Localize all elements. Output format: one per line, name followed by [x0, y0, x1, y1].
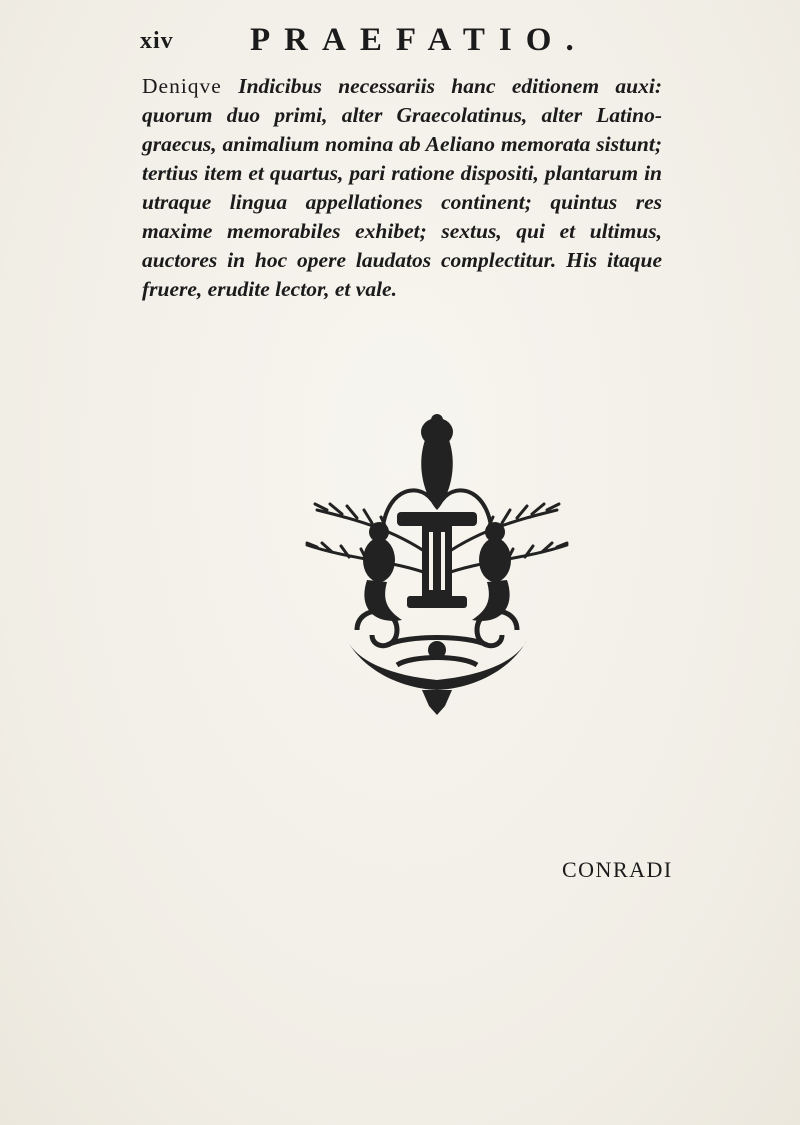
- paragraph-text: Indicibus necessariis hanc editionem auxi: quorum duo primi, alter Graecolatinus, alter Latino-graecus, animalium nomina ab Aeliano memorata sistunt; tertius item et quartus, pari ratione dispositi, plantarum in utraque lingua appellationes continent; quintus res maxime memorabiles exhibet; sextus, qui et ultimus, auctores in hoc opere laudatos complectitur. His itaque fruere, erudite lector, et vale.: [142, 74, 662, 301]
- preface-paragraph: [142, 72, 662, 304]
- catchword: CONRADI: [562, 857, 673, 882]
- lead-word: Deniqve: [142, 74, 222, 98]
- page-header: [0, 22, 800, 62]
- running-title: PRAEFATIO.: [250, 22, 588, 58]
- fountain-with-mermaids-ornament-icon: [287, 410, 587, 720]
- page-number: xiv: [140, 28, 174, 54]
